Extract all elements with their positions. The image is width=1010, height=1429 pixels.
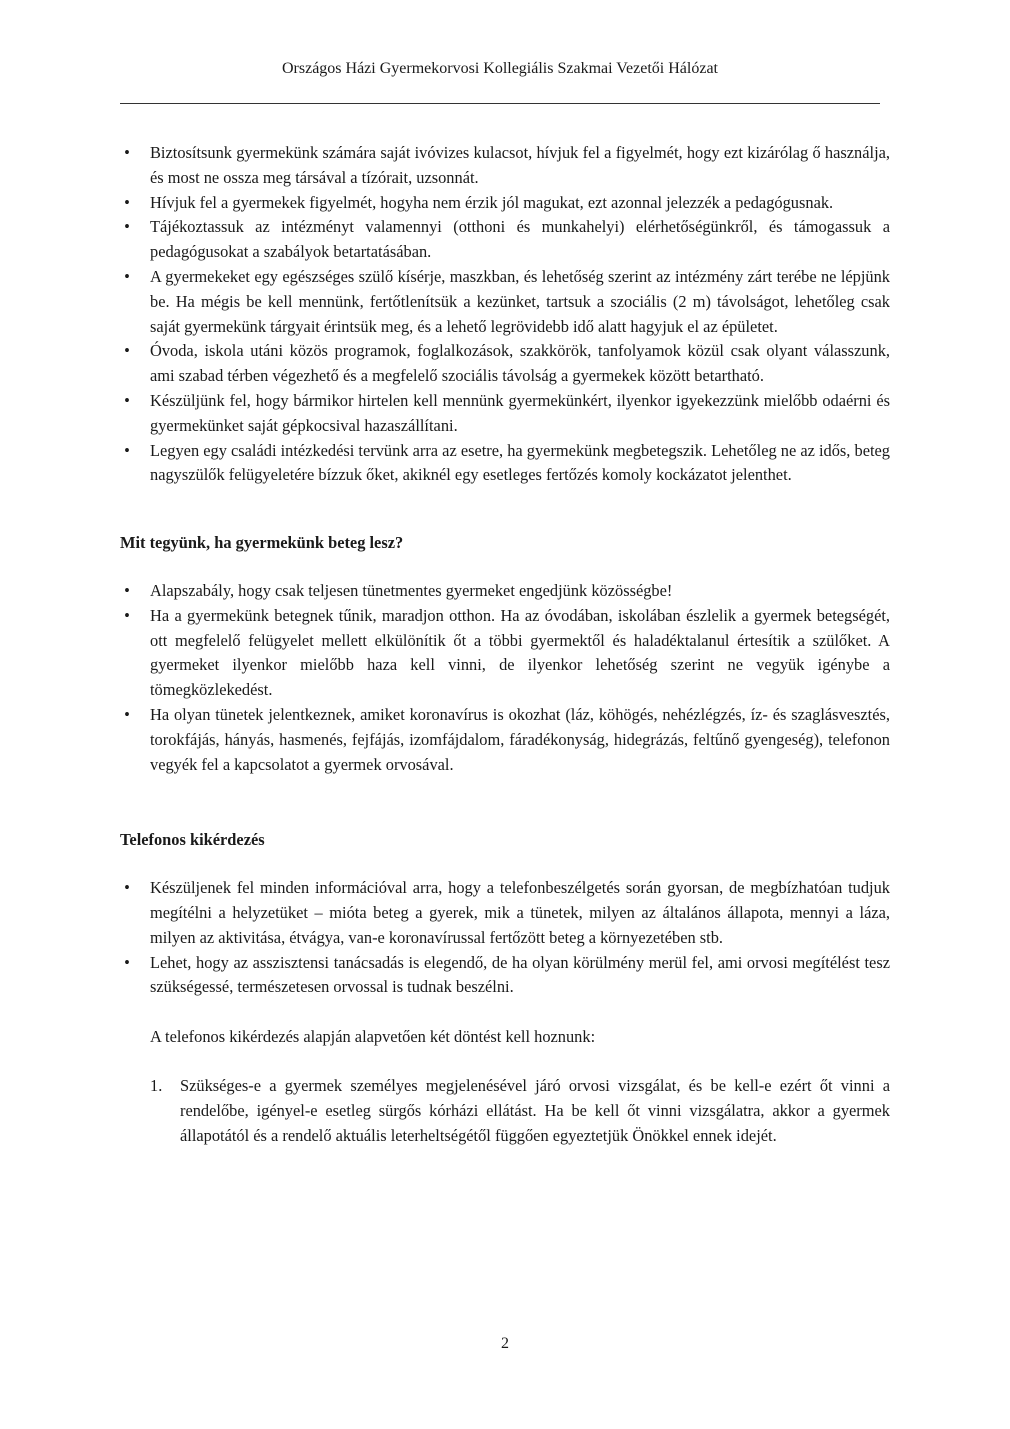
decision-list (120, 1074, 890, 1148)
page-content (120, 141, 890, 1148)
bullet-icon: • (124, 704, 130, 724)
list-item: • Készüljenek fel minden információval arra, hogy a telefonbeszélgetés során gyorsan, de megbízhatóan tudjuk megítélni a helyzetüket – mióta beteg a gyerek, mik a tünetek, milyen az általános állapota, mennyi a láza, milyen az aktivitása, étvágya, van-e koronavírussal fertőzött beteg a környezetében stb. (120, 876, 890, 950)
list-item: • Biztosítsunk gyermekünk számára saját ivóvizes kulacsot, hívjuk fel a figyelmét, hogy ezt kizárólag ő használja, és most ne ossza meg társával a tízórait, uzsonnát. (120, 141, 890, 191)
bullet-icon: • (124, 440, 130, 460)
list-item: • Ha a gyermekünk betegnek tűnik, maradjon otthon. Ha az óvodában, iskolában észlelik a gyermek betegségét, ott megfelelő felügyelet mellett elkülönítik őt a többi gyermektől és haladéktalanul értesítik a szülőket. A gyermeket ilyenkor mielőbb haza kell vinni, de ilyenkor lehetőség szerint ne vegyük igénybe a tömegközlekedést. (120, 604, 890, 703)
bullet-icon: • (124, 580, 130, 600)
list-item: • A gyermekeket egy egészséges szülő kísérje, maszkban, és lehetőség szerint az intézmény zárt terébe ne lépjünk be. Ha mégis be kell mennünk, fertőtlenítsük a kezünket, tartsuk a szociális (2 m) távolságot, lehetőleg csak saját gyermekünk tárgyait érintsük meg, és a lehető legrövidebb idő alatt hagyjuk el az épületet. (120, 265, 890, 339)
bullet-icon: • (124, 605, 130, 625)
list-item: • Hívjuk fel a gyermekek figyelmét, hogyha nem érzik jól magukat, ezt azonnal jelezzék a pedagógusnak. (120, 191, 890, 216)
bullet-icon: • (124, 192, 130, 212)
numbered-item: 1. Szükséges-e a gyermek személyes megjelenésével járó orvosi vizsgálat, és be kell-e ezért őt vinni a rendelőbe, igényel-e esetleg sürgős kórházi ellátást. Ha be kell őt vinni vizsgálatra, akkor a gyermek állapotától és a rendelő aktuális leterheltségétől függően egyeztetjük Önökkel ennek idejét. (150, 1075, 890, 1145)
list-item: • Óvoda, iskola utáni közös programok, foglalkozások, szakkörök, tanfolyamok közül csak olyant válasszunk, ami szabad térben végezhető és a megfelelő szociális távolság a gyermekek között betartható. (120, 339, 890, 389)
list-item: • Lehet, hogy az asszisztensi tanácsadás is elegendő, de ha olyan körülmény merül fel, ami orvosi megítélést tesz szükségessé, természetesen orvossal is tudnak beszélni. (120, 951, 890, 1001)
phone-interview-list (120, 876, 890, 1000)
bullet-icon: • (124, 217, 130, 237)
section-heading-sick-child: Mit tegyünk, ha gyermekünk beteg lesz? (120, 533, 404, 553)
page-number: 2 (501, 1335, 509, 1352)
list-item: • Készüljünk fel, hogy bármikor hirtelen kell mennünk gyermekünkért, ilyenkor igyekezzünk mielőbb odaérni és gyermekünket saját gépkocsival hazaszállítani. (120, 389, 890, 439)
list-item: • Ha olyan tünetek jelentkeznek, amiket koronavírus is okozhat (láz, köhögés, nehézlégzés, íz- és szaglásvesztés, torokfájás, hányás, hasmenés, fejfájás, izomfájdalom, fáradékonyság, hidegrázás, feltűnő gyengeség), telefonon vegyék fel a kapcsolatot a gyermek orvosával. (120, 703, 890, 777)
page-header: Országos Házi Gyermekorvosi Kollegiális Szakmai Vezetői Hálózat (281, 60, 718, 77)
bullet-icon: • (124, 341, 130, 361)
bullet-icon: • (124, 143, 130, 162)
decision-intro: A telefonos kikérdezés alapján alapvetően két döntést kell hoznunk: (150, 1027, 596, 1047)
section-heading-phone-interview: Telefonos kikérdezés (120, 830, 265, 850)
item-number: 1. (150, 1075, 163, 1095)
list-item: • Tájékoztassuk az intézményt valamennyi (otthoni és munkahelyi) elérhetőségünkről, és támogassuk a pedagógusokat a szabályok betartatásában. (120, 215, 890, 265)
list-item: • Alapszabály, hogy csak teljesen tünetmentes gyermeket engedjünk közösségbe! (120, 579, 890, 604)
bullet-icon: • (124, 878, 130, 898)
header-divider (120, 103, 880, 104)
bullet-icon: • (124, 266, 130, 286)
bullet-icon: • (124, 390, 130, 410)
sick-child-list (120, 579, 890, 777)
list-item: • Legyen egy családi intézkedési tervünk arra az esetre, ha gyermekünk megbetegszik. Lehetőleg ne az idős, beteg nagyszülők felügyeletére bízzuk őket, akiknél egy esetleges fertőzés komoly kockázatot jelenthet. (120, 439, 890, 489)
bullet-icon: • (124, 952, 130, 972)
precautions-list (120, 141, 890, 488)
